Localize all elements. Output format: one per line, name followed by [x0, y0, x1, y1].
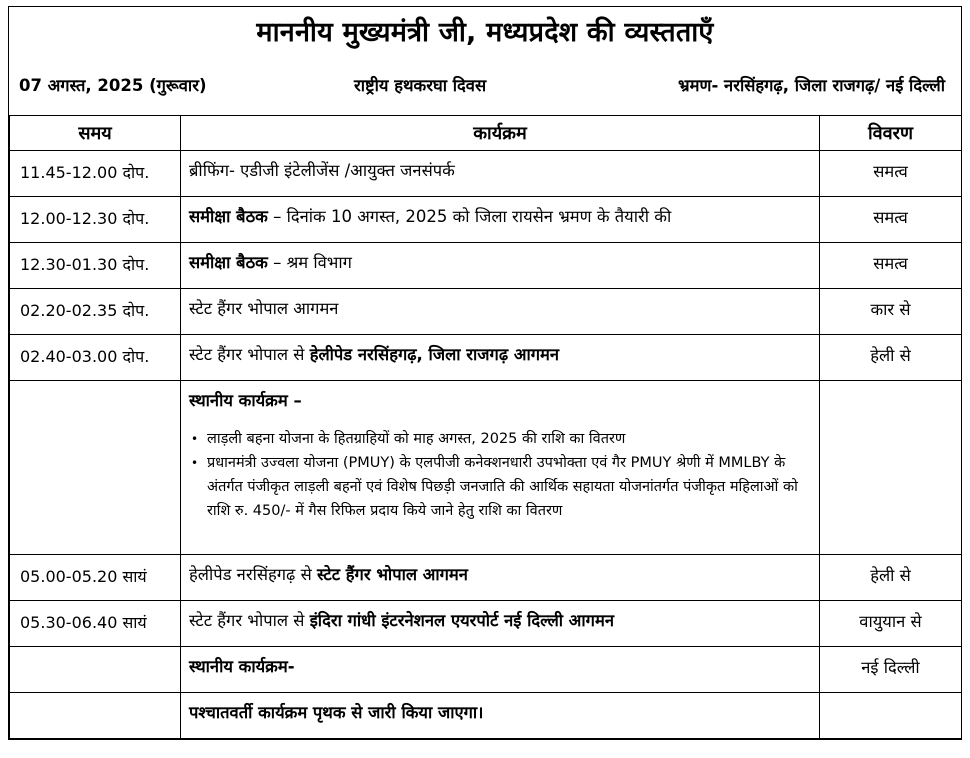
row-program-bold: समीक्षा बैठक: [189, 207, 268, 226]
row-program: [181, 289, 820, 335]
list-item: • प्रधानमंत्री उज्वला योजना (PMUY) के एलपीजी कनेक्शनधारी उपभोक्ता एवं गैर PMUY श्रेणी में MMLBY के अंतर्गत पंजीकृत लाड़ली बहनों एवं विशेष पिछड़ी जनजाति की आर्थिक सहायता योजनांतर्गत पंजीकृत महिलाओं को राशि रु. 450/- में गैस रिफिल प्रदाय किये जाने हेतु राशि का वितरण: [203, 451, 813, 523]
column-header-details: विवरण: [820, 116, 962, 151]
row-time: 05.00-05.20 सायं: [10, 555, 181, 601]
page-title: माननीय मुख्यमंत्री जी, मध्यप्रदेश की व्यस्तताएँ: [256, 16, 714, 48]
row-details: समत्व: [820, 243, 962, 289]
row-details: हेली से: [820, 555, 962, 601]
row-details: नई दिल्ली: [820, 647, 962, 693]
schedule-document: [8, 6, 962, 740]
local-program-list: [189, 427, 813, 523]
row-program: [181, 197, 820, 243]
table-row: [10, 197, 962, 243]
row-time: 02.20-02.35 दोप.: [10, 289, 181, 335]
row-program: [181, 243, 820, 289]
table-row: [10, 693, 962, 739]
table-row: [10, 289, 962, 335]
table-row: [10, 151, 962, 197]
table-header-row: [10, 116, 962, 151]
column-header-program: कार्यक्रम: [181, 116, 820, 151]
column-header-time: समय: [10, 116, 181, 151]
row-program-text: – श्रम विभाग: [267, 253, 352, 272]
row-program-bold: इंदिरा गांधी इंटरनेशनल एयरपोर्ट नई दिल्ली आगमन: [309, 611, 614, 630]
row-time: 12.00-12.30 दोप.: [10, 197, 181, 243]
row-time: 12.30-01.30 दोप.: [10, 243, 181, 289]
row-program-text: स्टेट हैंगर भोपाल आगमन: [189, 299, 339, 318]
row-program-text: स्टेट हैंगर भोपाल से: [189, 345, 310, 364]
local-program-cell: [181, 381, 820, 555]
row-program-bold: हेलीपेड नरसिंहगढ़, जिला राजगढ़ आगमन: [309, 345, 560, 364]
local-program-heading: स्थानीय कार्यक्रम –: [189, 391, 302, 410]
table-row: [10, 555, 962, 601]
row-details: कार से: [820, 289, 962, 335]
row-program: [181, 693, 820, 739]
schedule-date: 07 अगस्त, 2025 (गुरूवार): [19, 76, 207, 95]
row-time-empty: [10, 647, 181, 693]
row-program-text: ब्रीफिंग- एडीजी इंटेलीजेंस /आयुक्त जनसंपर्क: [189, 161, 455, 180]
row-time: 02.40-03.00 दोप.: [10, 335, 181, 381]
row-details: हेली से: [820, 335, 962, 381]
row-program: [181, 555, 820, 601]
row-details-empty: [820, 381, 962, 555]
row-time-empty: [10, 381, 181, 555]
row-program-text: हेलीपेड नरसिंहगढ़ से: [189, 565, 317, 584]
footer-note: पश्चातवर्ती कार्यक्रम पृथक से जारी किया जाएगा।: [189, 703, 484, 722]
row-details-empty: [820, 693, 962, 739]
row-time: 05.30-06.40 सायं: [10, 601, 181, 647]
row-details: वायुयान से: [820, 601, 962, 647]
row-program: [181, 335, 820, 381]
occasion-text: राष्ट्रीय हथकरघा दिवस: [354, 76, 487, 95]
table-row-local-program: [10, 381, 962, 555]
table-row: [10, 601, 962, 647]
row-program-text: – दिनांक 10 अगस्त, 2025 को जिला रायसेन भ्रमण के तैयारी की: [267, 207, 672, 226]
delhi-local-heading: स्थानीय कार्यक्रम-: [189, 657, 295, 676]
row-program: [181, 647, 820, 693]
row-time: 11.45-12.00 दोप.: [10, 151, 181, 197]
row-program-bold: समीक्षा बैठक: [189, 253, 268, 272]
table-row: [10, 335, 962, 381]
row-program-bold: स्टेट हैंगर भोपाल आगमन: [316, 565, 468, 584]
row-program: [181, 151, 820, 197]
row-time-empty: [10, 693, 181, 739]
row-details: समत्व: [820, 151, 962, 197]
list-item: • लाड़ली बहना योजना के हितग्राहियों को माह अगस्त, 2025 की राशि का वितरण: [203, 427, 813, 451]
subheader: [9, 53, 961, 116]
row-program-text: स्टेट हैंगर भोपाल से: [189, 611, 310, 630]
schedule-table: [9, 116, 962, 739]
table-row: [10, 243, 962, 289]
row-details: समत्व: [820, 197, 962, 243]
row-program: [181, 601, 820, 647]
table-row: [10, 647, 962, 693]
tour-text: भ्रमण- नरसिंहगढ़, जिला राजगढ़/ नई दिल्ली: [678, 76, 945, 95]
